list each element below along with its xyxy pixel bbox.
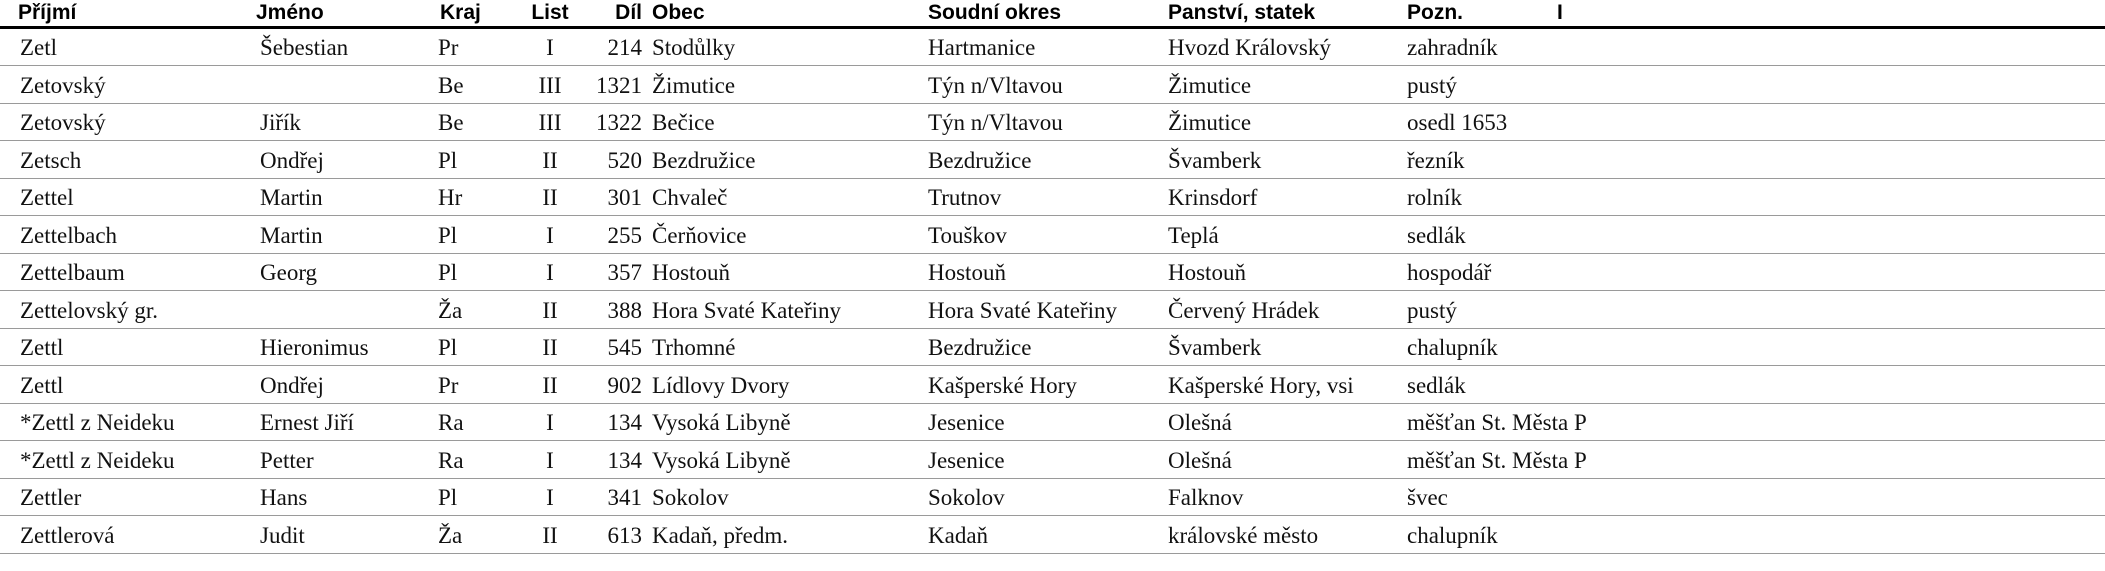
cell-kraj: Pl — [438, 260, 458, 285]
table-header — [0, 0, 2105, 29]
cell-list: II — [542, 147, 558, 173]
cell-kraj: Ža — [438, 297, 463, 323]
table-row — [0, 517, 2105, 554]
cell-okres: Hartmanice — [928, 35, 1036, 60]
cell-okres: Kašperské Hory — [928, 372, 1077, 398]
header-pozn: Pozn. — [1407, 1, 1463, 24]
cell-surname: *Zettl z Neideku — [20, 447, 175, 473]
cell-panstvi: Krinsdorf — [1168, 185, 1258, 210]
cell-list: I — [546, 410, 554, 435]
cell-surname: Zetsch — [20, 147, 82, 173]
table-row — [0, 67, 2105, 104]
cell-kraj: Pr — [438, 372, 459, 398]
cell-panstvi: Falknov — [1168, 485, 1244, 510]
cell-dil: 520 — [607, 147, 642, 173]
cell-dil: 545 — [607, 335, 642, 360]
cell-kraj: Pr — [438, 35, 459, 60]
table-row — [0, 217, 2105, 254]
cell-name: Judit — [260, 522, 305, 548]
cell-surname: *Zettl z Neideku — [20, 410, 175, 435]
cell-surname: Zettelbaum — [20, 260, 125, 285]
cell-surname: Zettler — [20, 485, 82, 510]
cell-dil: 214 — [607, 35, 642, 60]
cell-surname: Zettl — [20, 372, 64, 398]
cell-list: I — [546, 260, 554, 285]
cell-kraj: Ža — [438, 522, 463, 548]
cell-name: Hans — [260, 485, 308, 510]
cell-pozn: hospodář — [1407, 260, 1492, 285]
cell-dil: 357 — [607, 260, 642, 285]
cell-panstvi: Hvozd Královský — [1168, 35, 1331, 60]
cell-kraj: Be — [438, 72, 464, 98]
cell-surname: Zetovský — [20, 110, 106, 135]
cell-kraj: Ra — [438, 410, 464, 435]
cell-panstvi: Žimutice — [1168, 110, 1252, 135]
cell-pozn: řezník — [1407, 147, 1465, 173]
table-row — [0, 404, 2105, 441]
cell-pozn: chalupník — [1407, 335, 1498, 360]
cell-dil: 301 — [607, 185, 642, 210]
cell-okres: Touškov — [928, 222, 1007, 248]
table-row — [0, 142, 2105, 179]
cell-list: II — [542, 185, 558, 210]
header-dil: Díl — [615, 1, 642, 24]
cell-name: Petter — [260, 447, 314, 473]
cell-pozn: měšťan St. Města P — [1407, 410, 1587, 435]
table-row — [0, 254, 2105, 291]
cell-kraj: Pl — [438, 147, 458, 173]
cell-kraj: Pl — [438, 335, 458, 360]
cell-dil: 341 — [607, 485, 642, 510]
cell-pozn: chalupník — [1407, 522, 1498, 548]
cell-surname: Zettelbach — [20, 222, 118, 248]
cell-okres: Bezdružice — [928, 335, 1032, 360]
cell-panstvi: Olešná — [1168, 410, 1232, 435]
cell-dil: 1322 — [596, 110, 642, 135]
cell-pozn: pustý — [1407, 72, 1457, 98]
cell-name: Martin — [260, 185, 323, 210]
table-row — [0, 104, 2105, 141]
header-obec: Obec — [652, 1, 705, 24]
cell-pozn: pustý — [1407, 297, 1457, 323]
cell-pozn: osedl 1653 — [1407, 110, 1508, 135]
table-row — [0, 367, 2105, 404]
cell-panstvi: Teplá — [1168, 222, 1219, 248]
cell-panstvi: Žimutice — [1168, 72, 1252, 98]
cell-name: Ondřej — [260, 372, 324, 398]
table-row — [0, 442, 2105, 479]
cell-obec: Bezdružice — [652, 147, 756, 173]
cell-obec: Lídlovy Dvory — [652, 372, 790, 398]
cell-kraj: Ra — [438, 447, 464, 473]
cell-obec: Chvaleč — [652, 185, 728, 210]
header-list: List — [531, 1, 569, 24]
cell-kraj: Pl — [438, 485, 458, 510]
cell-dil: 1321 — [596, 72, 642, 98]
cell-panstvi: Hostouň — [1168, 260, 1246, 285]
header-extra-column: I — [1557, 1, 1563, 24]
cell-dil: 134 — [607, 447, 642, 473]
header-kraj: Kraj — [440, 1, 481, 24]
cell-okres: Týn n/Vltavou — [928, 110, 1063, 135]
cell-pozn: měšťan St. Města P — [1407, 447, 1587, 473]
cell-okres: Hora Svaté Kateřiny — [928, 297, 1118, 323]
cell-panstvi: Švamberk — [1168, 147, 1262, 173]
cell-okres: Týn n/Vltavou — [928, 72, 1063, 98]
header-surname: Příjmí — [18, 1, 77, 24]
cell-list: II — [542, 372, 558, 398]
cell-panstvi: Červený Hrádek — [1168, 297, 1320, 323]
cell-panstvi: Kašperské Hory, vsi — [1168, 372, 1354, 398]
cell-surname: Zetovský — [20, 72, 106, 98]
cell-list: I — [546, 447, 554, 473]
cell-dil: 902 — [607, 372, 642, 398]
cell-kraj: Be — [438, 110, 464, 135]
cell-dil: 388 — [607, 297, 642, 323]
cell-list: III — [538, 72, 562, 98]
cell-panstvi: Švamberk — [1168, 335, 1262, 360]
table-row — [0, 292, 2105, 329]
cell-surname: Zettlerová — [20, 522, 115, 548]
cell-okres: Hostouň — [928, 260, 1006, 285]
cell-obec: Hora Svaté Kateřiny — [652, 297, 842, 323]
table-row — [0, 479, 2105, 516]
cell-name: Hieronimus — [260, 335, 369, 360]
cell-list: II — [542, 522, 558, 548]
cell-okres: Jesenice — [928, 410, 1005, 435]
cell-panstvi: Olešná — [1168, 447, 1232, 473]
cell-list: I — [546, 35, 554, 60]
cell-pozn: zahradník — [1407, 35, 1498, 60]
cell-dil: 255 — [607, 222, 642, 248]
cell-obec: Vysoká Libyně — [652, 410, 791, 435]
cell-surname: Zettelovský gr. — [20, 297, 158, 323]
cell-name: Ondřej — [260, 147, 324, 173]
cell-kraj: Pl — [438, 222, 458, 248]
table-row — [0, 29, 2105, 66]
cell-okres: Kadaň — [928, 522, 989, 548]
cell-list: II — [542, 297, 558, 323]
table-row — [0, 329, 2105, 366]
header-name: Jméno — [256, 1, 324, 24]
cell-kraj: Hr — [438, 185, 463, 210]
cell-obec: Čerňovice — [652, 222, 747, 248]
cell-list: I — [546, 222, 554, 248]
cell-name: Martin — [260, 222, 323, 248]
cell-obec: Žimutice — [652, 72, 736, 98]
cell-list: I — [546, 485, 554, 510]
cell-okres: Bezdružice — [928, 147, 1032, 173]
cell-name: Ernest Jiří — [260, 410, 354, 435]
cell-okres: Jesenice — [928, 447, 1005, 473]
cell-name: Jiřík — [260, 110, 301, 135]
cell-list: III — [538, 110, 562, 135]
cell-obec: Bečice — [652, 110, 715, 135]
cell-obec: Kadaň, předm. — [652, 522, 789, 548]
cell-pozn: sedlák — [1407, 372, 1466, 398]
cell-obec: Trhomné — [652, 335, 736, 360]
cell-dil: 134 — [607, 410, 642, 435]
cell-obec: Hostouň — [652, 260, 730, 285]
cell-surname: Zetl — [20, 35, 58, 60]
cell-name: Georg — [260, 260, 318, 285]
cell-pozn: sedlák — [1407, 222, 1466, 248]
table-row — [0, 179, 2105, 216]
cell-list: II — [542, 335, 558, 360]
cell-obec: Stodůlky — [652, 35, 736, 60]
cell-pozn: rolník — [1407, 185, 1462, 210]
cell-pozn: švec — [1407, 485, 1448, 510]
cell-surname: Zettl — [20, 335, 64, 360]
cell-surname: Zettel — [20, 185, 74, 210]
cell-dil: 613 — [607, 522, 642, 548]
header-okres: Soudní okres — [928, 1, 1062, 24]
cell-okres: Trutnov — [928, 185, 1002, 210]
cell-obec: Sokolov — [652, 485, 729, 510]
cell-name: Šebestian — [260, 35, 349, 60]
header-panstvi: Panství, statek — [1168, 1, 1316, 24]
cell-panstvi: královské město — [1168, 522, 1319, 548]
cell-obec: Vysoká Libyně — [652, 447, 791, 473]
cell-okres: Sokolov — [928, 485, 1005, 510]
